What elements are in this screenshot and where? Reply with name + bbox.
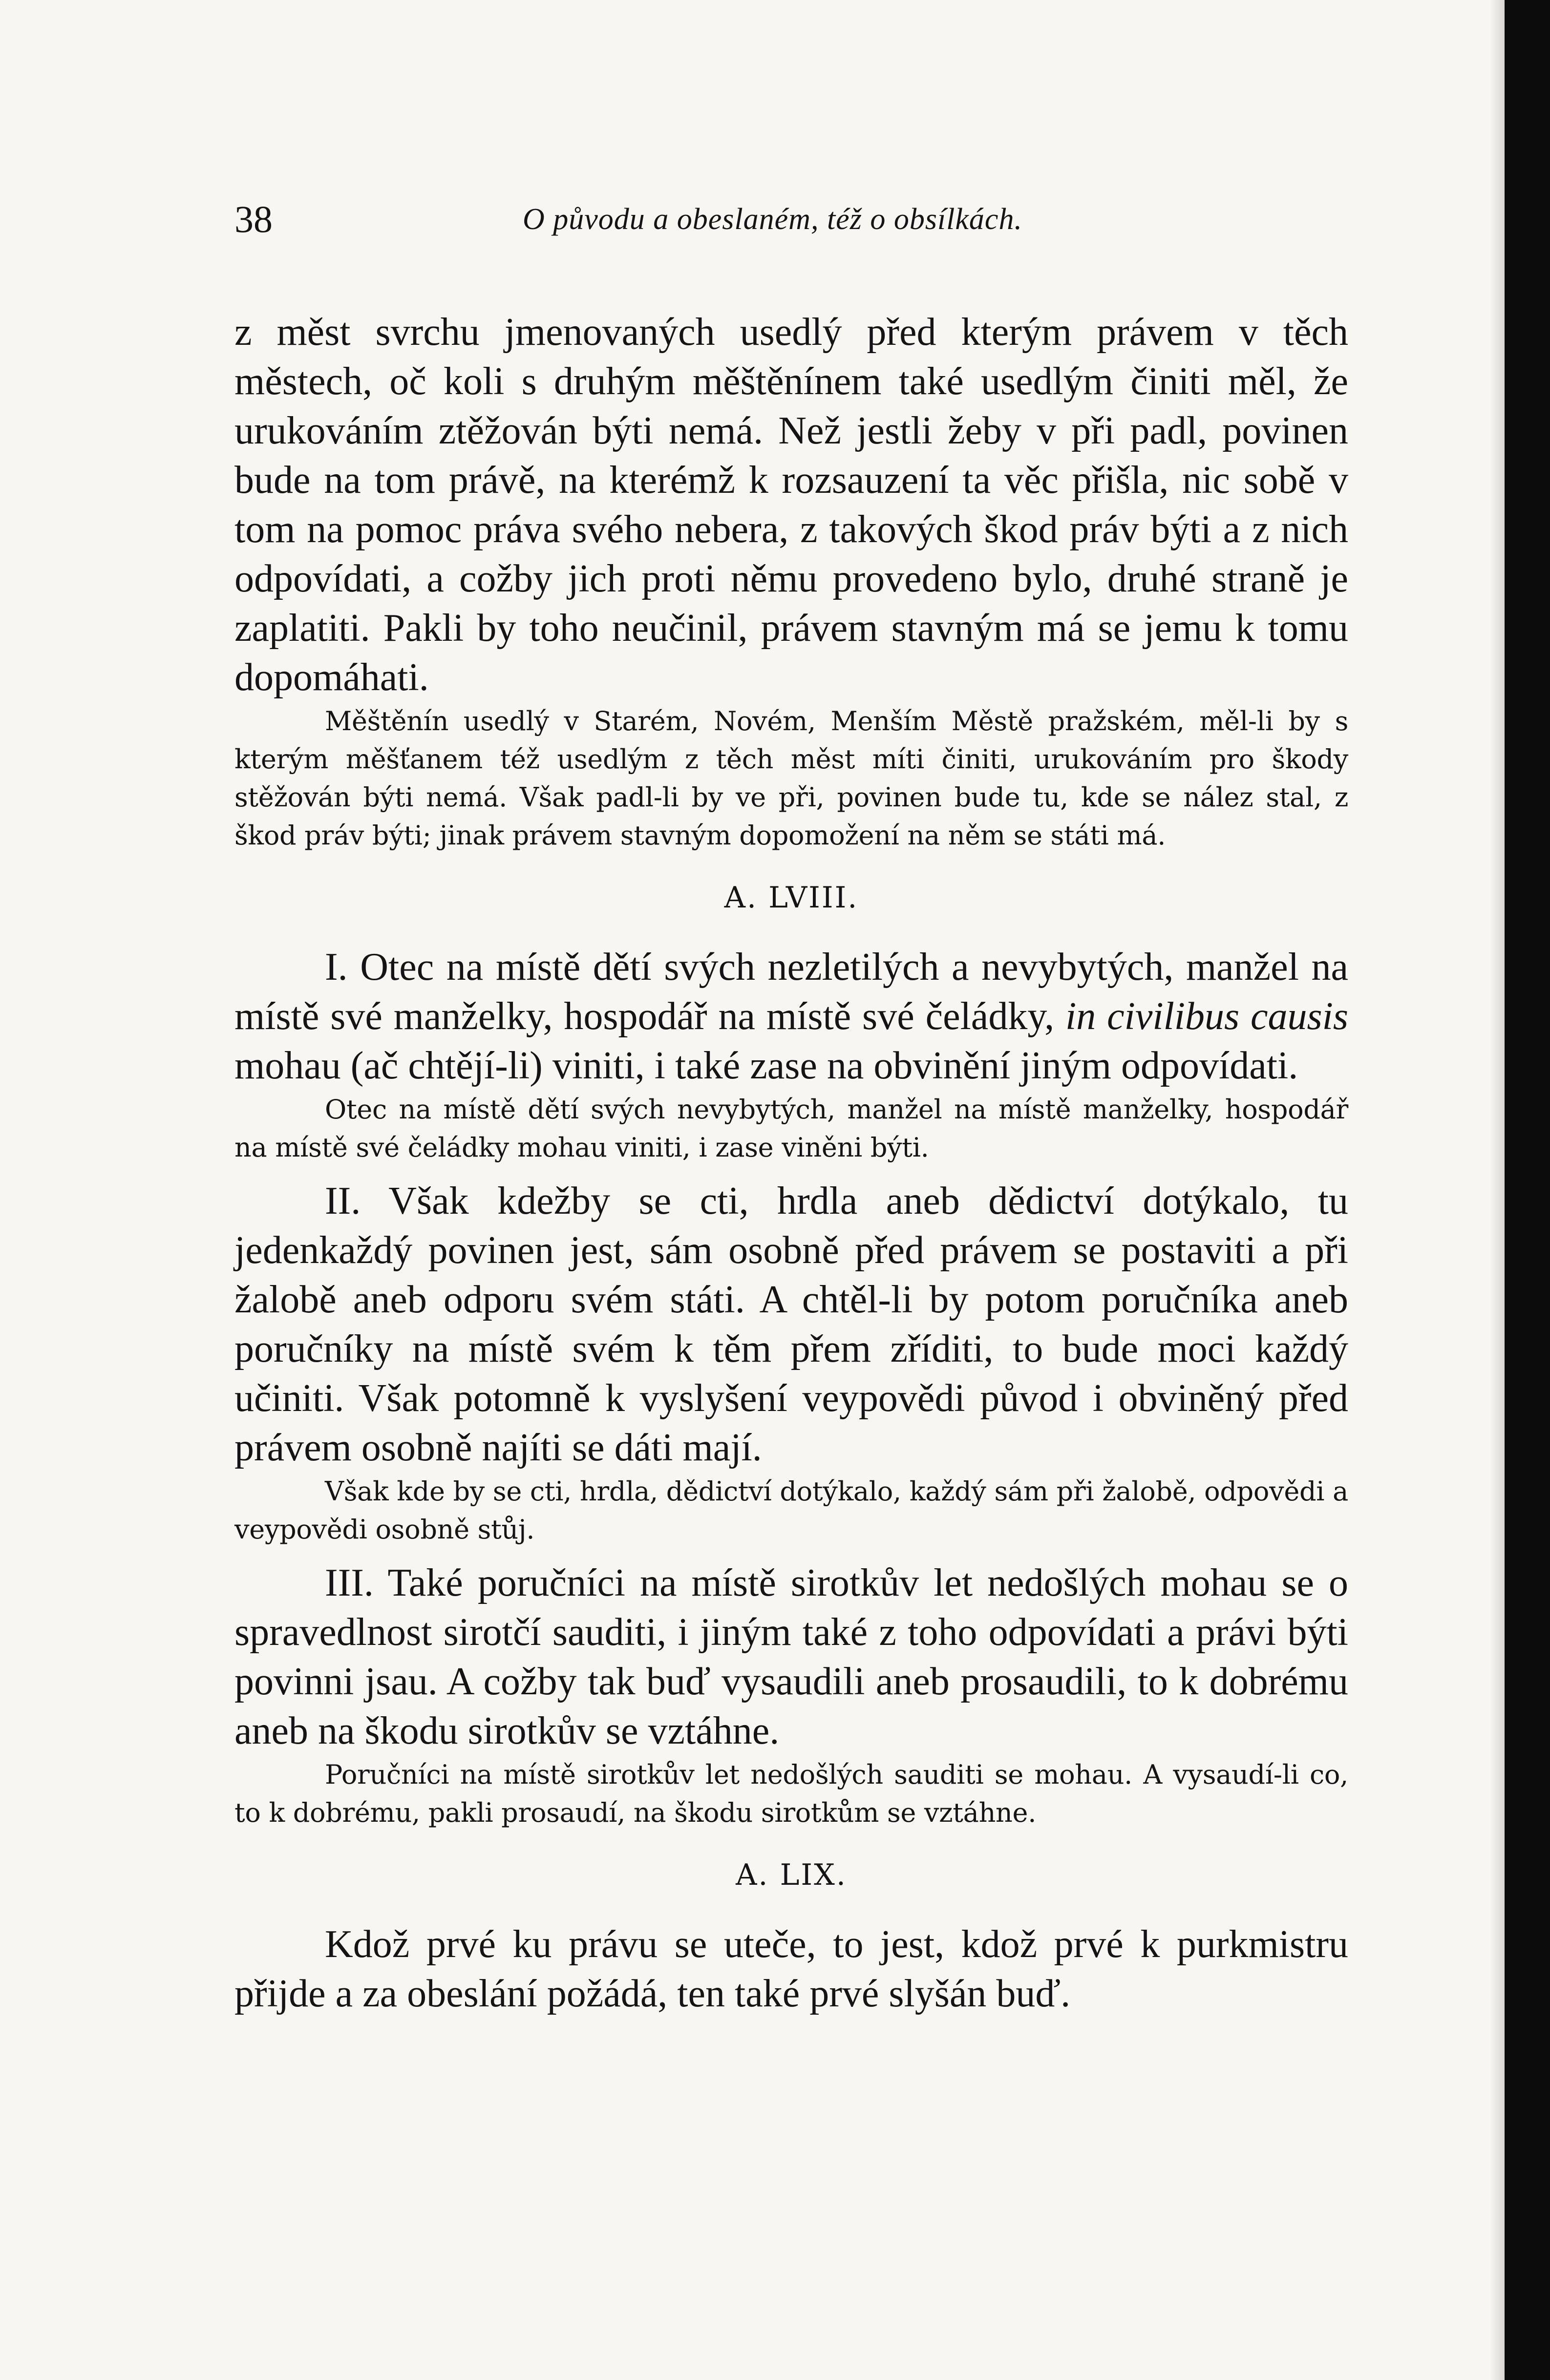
page-number: 38 xyxy=(234,198,273,240)
paragraph-text: Však kdežby se cti, hrdla aneb dědictví dotýkalo, tu jedenkaždý povinen jest, sám osobně před právem se postaviti a při žalobě aneb odporu svém státi. A chtěl-li by potom poručníka aneb poručníky na místě svém k těm přem zříditi, to bude moci každý učiniti. Však potomně k vyslyšení veypovědi původ i obviněný před právem osobně najíti se dáti mají. xyxy=(234,1179,1348,1469)
page-content xyxy=(234,190,1348,2019)
paragraph-text-after: mohau (ač chtějí-li) viniti, i také zase na obvinění jiným odpovídati. xyxy=(234,1044,1298,1087)
intro-paragraph: z měst svrchu jmenovaných usedlý před kterým právem v těch městech, oč koli s druhým měštěnínem také usedlým činiti měl, že urukováním ztěžován býti nemá. Než jestli žeby v při padl, povinen bude na tom právě, na kterémž k rozsauzení ta věc přišla, nic sobě v tom na pomoc práva svého nebera, z takových škod práv býti a z nich odpovídati, a cožby jich proti němu provedeno bylo, druhé straně je zaplatiti. Pakli by toho neučinil, právem stavným má se jemu k tomu dopomáhati. xyxy=(234,311,1348,699)
page-header xyxy=(234,190,1348,254)
paragraph-number: III. xyxy=(325,1561,374,1604)
article-heading-58: A. LVIII. xyxy=(724,881,859,915)
article-58-paragraph-3 xyxy=(234,1559,1348,1756)
page-edge-shadow xyxy=(1490,0,1505,2380)
scan-border xyxy=(1505,0,1550,2380)
article-58-paragraph-2 xyxy=(234,1177,1348,1473)
article-58-note-2: Však kde by se cti, hrdla, dědictví dotýkalo, každý sám při žalobě, odpovědi a veypovědi osobně stůj. xyxy=(234,1476,1348,1545)
article-59-paragraph: Kdož prvé ku právu se uteče, to jest, kdož prvé k purkmistru přijde a za obeslání požádá, ten také prvé slyšán buď. xyxy=(234,1923,1348,2015)
intro-note: Měštěnín usedlý v Starém, Novém, Menším Městě pražském, měl-li by s kterým měšťanem též usedlým z těch měst míti činiti, urukováním pro škody stěžován býti nemá. Však padl-li by ve při, povinen bude tu, kde se nález stal, z škod práv býti; jinak právem stavným dopomožení na něm se státi má. xyxy=(234,706,1348,851)
latin-phrase: in civilibus causis xyxy=(1065,995,1349,1038)
article-58-note-3: Poručníci na místě sirotkův let nedošlých sauditi se mohau. A vysaudí-li co, to k dobrému, pakli prosaudí, na škodu sirotkům se vztáhne. xyxy=(234,1759,1348,1828)
paragraph-number: II. xyxy=(325,1179,361,1222)
article-58-note-1: Otec na místě dětí svých nevybytých, manžel na místě manželky, hospodář na místě své čeládky mohau viniti, i zase viněni býti. xyxy=(234,1094,1348,1163)
paragraph-number: I. xyxy=(325,946,348,989)
paragraph-text-before: Otec na místě dětí svých nezletilých a nevybytých, manžel na místě své manželky, hospodář na místě své čeládky, xyxy=(234,946,1348,1038)
paragraph-text: Také poručníci na místě sirotkův let nedošlých mohau se o spravedlnost sirotčí sauditi, i jiným také z toho odpovídati a právi býti povinni jsau. A cožby tak buď vysaudili aneb prosaudili, to k dobrému aneb na škodu sirotkův se vztáhne. xyxy=(234,1561,1348,1752)
article-58-paragraph-1 xyxy=(234,943,1348,1091)
running-head: O původu a obeslaném, též o obsílkách. xyxy=(523,203,1022,236)
article-heading-59: A. LIX. xyxy=(736,1858,847,1892)
